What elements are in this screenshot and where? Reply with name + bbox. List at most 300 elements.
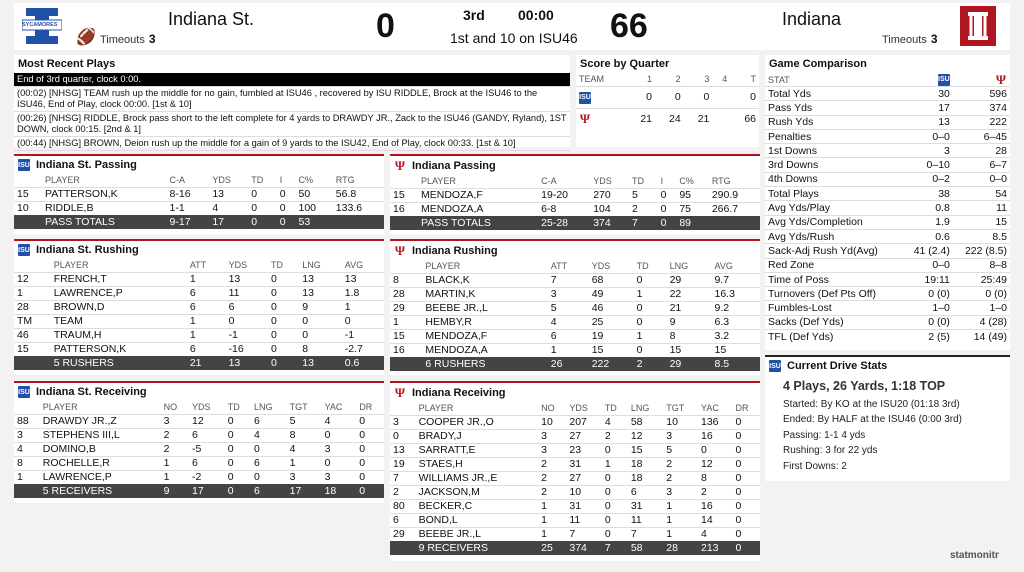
totals-cell: 58 — [628, 541, 663, 555]
table-cell: 3.2 — [712, 329, 761, 343]
indiana-state-logo — [20, 5, 64, 47]
table-cell: 9 — [299, 300, 341, 314]
table-row — [390, 415, 760, 429]
table-cell: MENDOZA,F — [418, 188, 538, 202]
comparison-value: 19:11 — [903, 272, 953, 286]
totals-cell — [390, 216, 418, 230]
table-cell: 1 — [663, 513, 698, 527]
table-cell: MENDOZA,A — [422, 343, 547, 357]
comparison-value: 14 (49) — [953, 330, 1010, 344]
column-header: TD — [271, 260, 284, 271]
comparison-value: 0–10 — [903, 158, 953, 172]
table-cell: 15 — [712, 343, 761, 357]
totals-cell: 9-17 — [167, 215, 210, 229]
column-header: ATT — [550, 261, 568, 272]
table-cell: 31 — [566, 499, 601, 513]
table-cell: BLACK,K — [422, 273, 547, 287]
comparison-value: 0 (0) — [953, 287, 1010, 301]
column-header: DR — [359, 402, 373, 413]
table-row — [390, 273, 760, 287]
play-item: (00:26) [NHSG] RIDDLE, Brock pass short to the left complete for 4 yards to DRAWDY JR., Zack to the ISU46 (GANDY, Ryland), 1ST DOWN, clock 00:15. [2nd & 1] — [14, 112, 570, 137]
iu-receiving-table — [390, 402, 760, 555]
table-cell: 11 — [566, 513, 601, 527]
isu-icon: ISU — [769, 360, 781, 372]
comparison-row — [765, 172, 1010, 186]
table-cell: JACKSON,M — [416, 485, 539, 499]
table-cell: 13 — [299, 272, 341, 286]
table-cell: 9 — [667, 315, 712, 329]
table-row — [390, 513, 760, 527]
table-cell: 133.6 — [333, 201, 384, 215]
iu-icon: Ψ — [394, 157, 406, 173]
table-cell: 1 — [663, 499, 698, 513]
comparison-stat: Time of Poss — [765, 272, 903, 286]
table-cell: 11 — [628, 513, 663, 527]
table-cell: 6 — [189, 456, 225, 470]
column-header: AVG — [714, 261, 733, 272]
comparison-row — [765, 244, 1010, 258]
comparison-stat: 4th Downs — [765, 172, 903, 186]
table-cell: -16 — [226, 342, 268, 356]
totals-cell: 28 — [663, 541, 698, 555]
table-cell: 0 — [634, 343, 667, 357]
comparison-stat: Total Yds — [765, 87, 903, 101]
table-cell: 3 — [161, 414, 189, 428]
recent-plays-panel — [14, 55, 570, 147]
isu-icon: ISU — [18, 244, 30, 256]
column-header: C% — [298, 175, 314, 186]
comparison-stat: Avg Yds/Completion — [765, 215, 903, 229]
table-cell: -1 — [226, 328, 268, 342]
table-cell: 16 — [698, 499, 732, 513]
comparison-value: 0.6 — [903, 229, 953, 243]
totals-cell: 0 — [732, 541, 760, 555]
table-cell: 3 — [322, 470, 357, 484]
comparison-value: 222 (8.5) — [953, 244, 1010, 258]
table-cell: ROCHELLE,R — [40, 456, 161, 470]
table-cell: 25 — [589, 315, 634, 329]
table-cell: SARRATT,E — [416, 443, 539, 457]
football-icon: 🏈 — [76, 29, 96, 46]
totals-cell: 21 — [187, 356, 226, 370]
table-cell: HEMBY,R — [422, 315, 547, 329]
table-cell: 0 — [602, 443, 628, 457]
isu-receiving-table — [14, 401, 384, 498]
table-cell: 29 — [390, 527, 416, 541]
iu-receiving-panel — [390, 381, 760, 561]
table-cell: 4 — [322, 414, 357, 428]
table-row — [14, 328, 384, 342]
score-by-quarter-panel — [576, 55, 759, 147]
home-team-name: Indiana — [782, 9, 842, 29]
table-cell: STAES,H — [416, 457, 539, 471]
table-cell: 100 — [296, 201, 333, 215]
isu-rushing-panel — [14, 239, 384, 375]
isu-rushing-table — [14, 259, 384, 370]
table-cell: 15 — [390, 329, 422, 343]
table-cell: 13 — [209, 187, 248, 201]
table-cell: 2 — [538, 457, 566, 471]
table-cell: 2 — [663, 471, 698, 485]
totals-cell: 0 — [356, 484, 384, 498]
table-cell: 1 — [663, 527, 698, 541]
column-header: PLAYER — [418, 403, 454, 414]
table-cell: 207 — [566, 415, 601, 429]
column-header: PLAYER — [42, 402, 78, 413]
table-cell: 0 — [634, 315, 667, 329]
column-header: RTG — [711, 176, 731, 187]
table-cell: 1 — [287, 456, 322, 470]
table-cell: 0 — [225, 456, 251, 470]
table-cell: 13 — [342, 272, 384, 286]
table-cell: LAWRENCE,P — [51, 286, 187, 300]
isu-icon: ISU — [18, 386, 30, 398]
table-cell: 68 — [589, 273, 634, 287]
totals-cell — [14, 356, 51, 370]
comparison-value: 8–8 — [953, 258, 1010, 272]
table-cell: 5 — [548, 301, 589, 315]
comparison-value: 6–45 — [953, 129, 1010, 143]
totals-cell: 0 — [225, 484, 251, 498]
isu-receiving-panel — [14, 381, 384, 503]
table-cell: 6.3 — [712, 315, 761, 329]
table-row — [14, 428, 384, 442]
totals-cell: 17 — [287, 484, 322, 498]
comparison-stat: Rush Yds — [765, 115, 903, 129]
table-row — [390, 457, 760, 471]
totals-cell: 7 — [602, 541, 628, 555]
quarter-row — [576, 86, 759, 108]
table-row — [14, 187, 384, 201]
iu-passing-panel — [390, 154, 760, 234]
table-cell: 12 — [189, 414, 225, 428]
column-header: I — [660, 176, 664, 187]
totals-cell: PASS TOTALS — [42, 215, 167, 229]
column-header: YDS — [212, 175, 231, 186]
column-header: C-A — [541, 176, 557, 187]
current-drive-panel — [765, 355, 1010, 481]
iu-icon: Ψ — [394, 384, 406, 400]
comparison-row — [765, 201, 1010, 215]
table-cell: 0 — [225, 414, 251, 428]
table-cell: 2 — [629, 202, 658, 216]
table-cell: 16 — [390, 202, 418, 216]
table-cell: 7 — [566, 527, 601, 541]
table-cell: 18 — [628, 471, 663, 485]
table-cell: 18 — [628, 457, 663, 471]
column-header: LNG — [630, 403, 650, 414]
column-header — [14, 259, 51, 272]
table-cell: -2 — [189, 470, 225, 484]
table-cell: 19 — [390, 457, 416, 471]
table-cell: 31 — [628, 499, 663, 513]
table-cell: TRAUM,H — [51, 328, 187, 342]
table-cell: 0 — [251, 470, 287, 484]
table-cell: 4 — [602, 415, 628, 429]
table-cell: 1 — [548, 343, 589, 357]
table-cell: 3 — [322, 442, 357, 456]
totals-cell: 222 — [589, 357, 634, 371]
totals-row — [390, 216, 760, 230]
comparison-value: 0–0 — [903, 129, 953, 143]
comparison-value: 17 — [903, 101, 953, 115]
table-cell: 15 — [390, 188, 418, 202]
column-header: TGT — [289, 402, 308, 413]
comparison-value: 1.9 — [903, 215, 953, 229]
totals-cell: PASS TOTALS — [418, 216, 538, 230]
isu-icon: ISU — [18, 159, 30, 171]
table-cell: 0 — [356, 414, 384, 428]
comparison-value: 28 — [953, 144, 1010, 158]
table-cell: 8 — [14, 456, 40, 470]
table-cell: 3 — [287, 470, 322, 484]
table-cell: 0 — [390, 429, 416, 443]
table-cell: 1 — [602, 457, 628, 471]
table-cell: 0 — [268, 272, 299, 286]
table-cell: 104 — [590, 202, 629, 216]
game-clock: 00:00 — [518, 7, 554, 23]
column-header: YDS — [591, 261, 611, 272]
table-cell: STEPHENS III,L — [40, 428, 161, 442]
column-header — [390, 402, 416, 415]
totals-cell: 0 — [277, 215, 296, 229]
table-cell: 1 — [14, 286, 51, 300]
table-cell: 0 — [732, 429, 760, 443]
table-row — [390, 429, 760, 443]
table-cell: 4 — [14, 442, 40, 456]
column-header: LNG — [253, 402, 273, 413]
comparison-value: 596 — [953, 87, 1010, 101]
table-cell: 0 — [658, 202, 677, 216]
table-cell: 0 — [248, 201, 277, 215]
table-row — [390, 329, 760, 343]
current-drive-title: Current Drive Stats — [787, 360, 888, 372]
totals-cell: 53 — [296, 215, 333, 229]
comparison-row — [765, 229, 1010, 243]
column-header — [14, 401, 40, 414]
table-cell: 0 — [732, 415, 760, 429]
totals-cell: 0 — [658, 216, 677, 230]
comparison-value: 374 — [953, 101, 1010, 115]
drive-summary: 4 Plays, 26 Yards, 1:18 TOP — [783, 379, 946, 393]
game-comparison-table — [765, 73, 1010, 344]
column-header: LNG — [302, 260, 321, 271]
table-cell: 0 — [658, 188, 677, 202]
table-cell: 2 — [161, 442, 189, 456]
comparison-stat: 3rd Downs — [765, 158, 903, 172]
table-row — [14, 442, 384, 456]
column-header: AVG — [344, 260, 364, 271]
comparison-row — [765, 215, 1010, 229]
quarter-score — [712, 86, 730, 108]
comparison-row — [765, 87, 1010, 101]
table-cell: 50 — [296, 187, 333, 201]
table-cell: 8 — [390, 273, 422, 287]
table-cell: 1-1 — [167, 201, 210, 215]
table-cell: 28 — [390, 287, 422, 301]
table-header-row — [14, 259, 384, 272]
comparison-value: 38 — [903, 187, 953, 201]
table-cell: 0 — [356, 442, 384, 456]
home-score: 66 — [610, 7, 648, 45]
table-cell: 0 — [225, 442, 251, 456]
table-cell: 75 — [676, 202, 709, 216]
table-cell: 6 — [187, 342, 226, 356]
drive-ended: Ended: By HALF at the ISU46 (0:00 3rd) — [783, 414, 962, 425]
quarter-header-row — [576, 73, 759, 86]
iu-icon: Ψ — [579, 111, 591, 126]
table-cell: 270 — [590, 188, 629, 202]
scoreboard — [14, 3, 1010, 50]
table-cell: 1 — [187, 272, 226, 286]
table-cell: 0 — [634, 273, 667, 287]
table-cell: 15 — [14, 187, 42, 201]
table-cell: 0 — [268, 328, 299, 342]
iu-rushing-title: Indiana Rushing — [412, 244, 498, 257]
table-row — [390, 287, 760, 301]
table-cell: 0 — [342, 314, 384, 328]
table-cell: 1 — [161, 456, 189, 470]
totals-cell: 6 — [251, 484, 287, 498]
isu-passing-table — [14, 174, 384, 229]
home-timeouts: Timeouts 3 — [882, 32, 938, 46]
recent-plays-title: Most Recent Plays — [18, 58, 116, 70]
table-cell: 6 — [187, 286, 226, 300]
isu-passing-panel — [14, 154, 384, 234]
quarter-score: 0 — [655, 86, 684, 108]
quarter-score: 21 — [684, 108, 713, 130]
table-cell: 1 — [14, 470, 40, 484]
table-cell: LAWRENCE,P — [40, 470, 161, 484]
table-cell: 2 — [698, 485, 732, 499]
totals-cell: 374 — [566, 541, 601, 555]
table-cell: 8 — [698, 471, 732, 485]
totals-cell: 13 — [299, 356, 341, 370]
table-cell: -1 — [342, 328, 384, 342]
table-cell: 12 — [698, 457, 732, 471]
comparison-row — [765, 187, 1010, 201]
table-cell: 13 — [390, 443, 416, 457]
table-cell: 0 — [602, 499, 628, 513]
table-cell: 8 — [299, 342, 341, 356]
table-cell: 58 — [628, 415, 663, 429]
isu-icon: ISU — [579, 92, 591, 104]
comparison-value: 0 (0) — [903, 315, 953, 329]
table-cell: 0 — [732, 457, 760, 471]
comparison-stat: Avg Yds/Rush — [765, 229, 903, 243]
table-header-row — [14, 401, 384, 414]
totals-cell: 13 — [226, 356, 268, 370]
column-header: YDS — [569, 403, 588, 414]
table-cell: 22 — [667, 287, 712, 301]
table-header-row — [390, 260, 760, 273]
table-cell: 0 — [225, 428, 251, 442]
comparison-stat: TFL (Def Yds) — [765, 330, 903, 344]
table-cell: 136 — [698, 415, 732, 429]
drive-first-downs: First Downs: 2 — [783, 460, 847, 472]
column-header: C-A — [169, 175, 186, 186]
table-row — [390, 471, 760, 485]
table-cell: 0 — [277, 201, 296, 215]
column-header: TGT — [666, 403, 685, 414]
table-cell: COOPER JR.,O — [416, 415, 539, 429]
quarter-score: 21 — [626, 108, 655, 130]
logo-wordmark: SYCAMORES — [22, 22, 58, 28]
table-cell: 0 — [602, 485, 628, 499]
table-cell: 3 — [663, 485, 698, 499]
table-cell: 290.9 — [709, 188, 760, 202]
column-header: LNG — [669, 261, 689, 272]
table-row — [14, 470, 384, 484]
iu-passing-table — [390, 175, 760, 230]
table-cell: 8 — [667, 329, 712, 343]
totals-cell — [333, 215, 384, 229]
table-cell: 6 — [251, 456, 287, 470]
totals-cell: 213 — [698, 541, 732, 555]
column-header: YDS — [228, 260, 248, 271]
comparison-stat: Total Plays — [765, 187, 903, 201]
table-cell: BECKER,C — [416, 499, 539, 513]
table-cell: BEEBE JR.,L — [416, 527, 539, 541]
table-cell: 4 — [698, 527, 732, 541]
table-cell: TM — [14, 314, 51, 328]
table-row — [14, 456, 384, 470]
comparison-stat: Sacks (Def Yds) — [765, 315, 903, 329]
table-row — [390, 188, 760, 202]
comparison-value: 2 (5) — [903, 330, 953, 344]
table-cell: 14 — [698, 513, 732, 527]
totals-cell: 374 — [590, 216, 629, 230]
table-cell: 13 — [226, 272, 268, 286]
table-cell: 7 — [628, 527, 663, 541]
quarter-score — [712, 108, 730, 130]
period: 3rd — [463, 7, 485, 23]
comparison-value: 1–0 — [953, 301, 1010, 315]
column-header: PLAYER — [421, 176, 456, 187]
column-header — [14, 174, 42, 187]
column-header: TD — [251, 175, 264, 186]
table-cell: 19 — [589, 329, 634, 343]
table-cell: 0 — [732, 499, 760, 513]
quarter-score: 0 — [730, 86, 759, 108]
stat-header: STAT — [768, 74, 790, 85]
comparison-value: 4 (28) — [953, 315, 1010, 329]
comparison-stat: Sack-Adj Rush Yd(Avg) — [765, 244, 903, 258]
table-cell: BOND,L — [416, 513, 539, 527]
table-cell: 49 — [589, 287, 634, 301]
column-header: YDS — [593, 176, 612, 187]
totals-cell: 0 — [248, 215, 277, 229]
totals-cell: 89 — [676, 216, 709, 230]
comparison-value: 0–0 — [953, 172, 1010, 186]
totals-cell: 17 — [189, 484, 225, 498]
table-cell: 3 — [548, 287, 589, 301]
table-cell: 31 — [566, 457, 601, 471]
table-cell: 1 — [634, 329, 667, 343]
table-cell: 1 — [187, 328, 226, 342]
table-cell: 1 — [342, 300, 384, 314]
table-cell: -2.7 — [342, 342, 384, 356]
table-cell: 0 — [602, 527, 628, 541]
totals-cell: 8.5 — [712, 357, 761, 371]
table-row — [390, 485, 760, 499]
totals-cell — [390, 541, 416, 555]
column-header — [390, 260, 422, 273]
totals-cell: 25 — [538, 541, 566, 555]
table-cell: 80 — [390, 499, 416, 513]
table-cell: 56.8 — [333, 187, 384, 201]
drive-passing: Passing: 1-1 4 yds — [783, 429, 866, 441]
